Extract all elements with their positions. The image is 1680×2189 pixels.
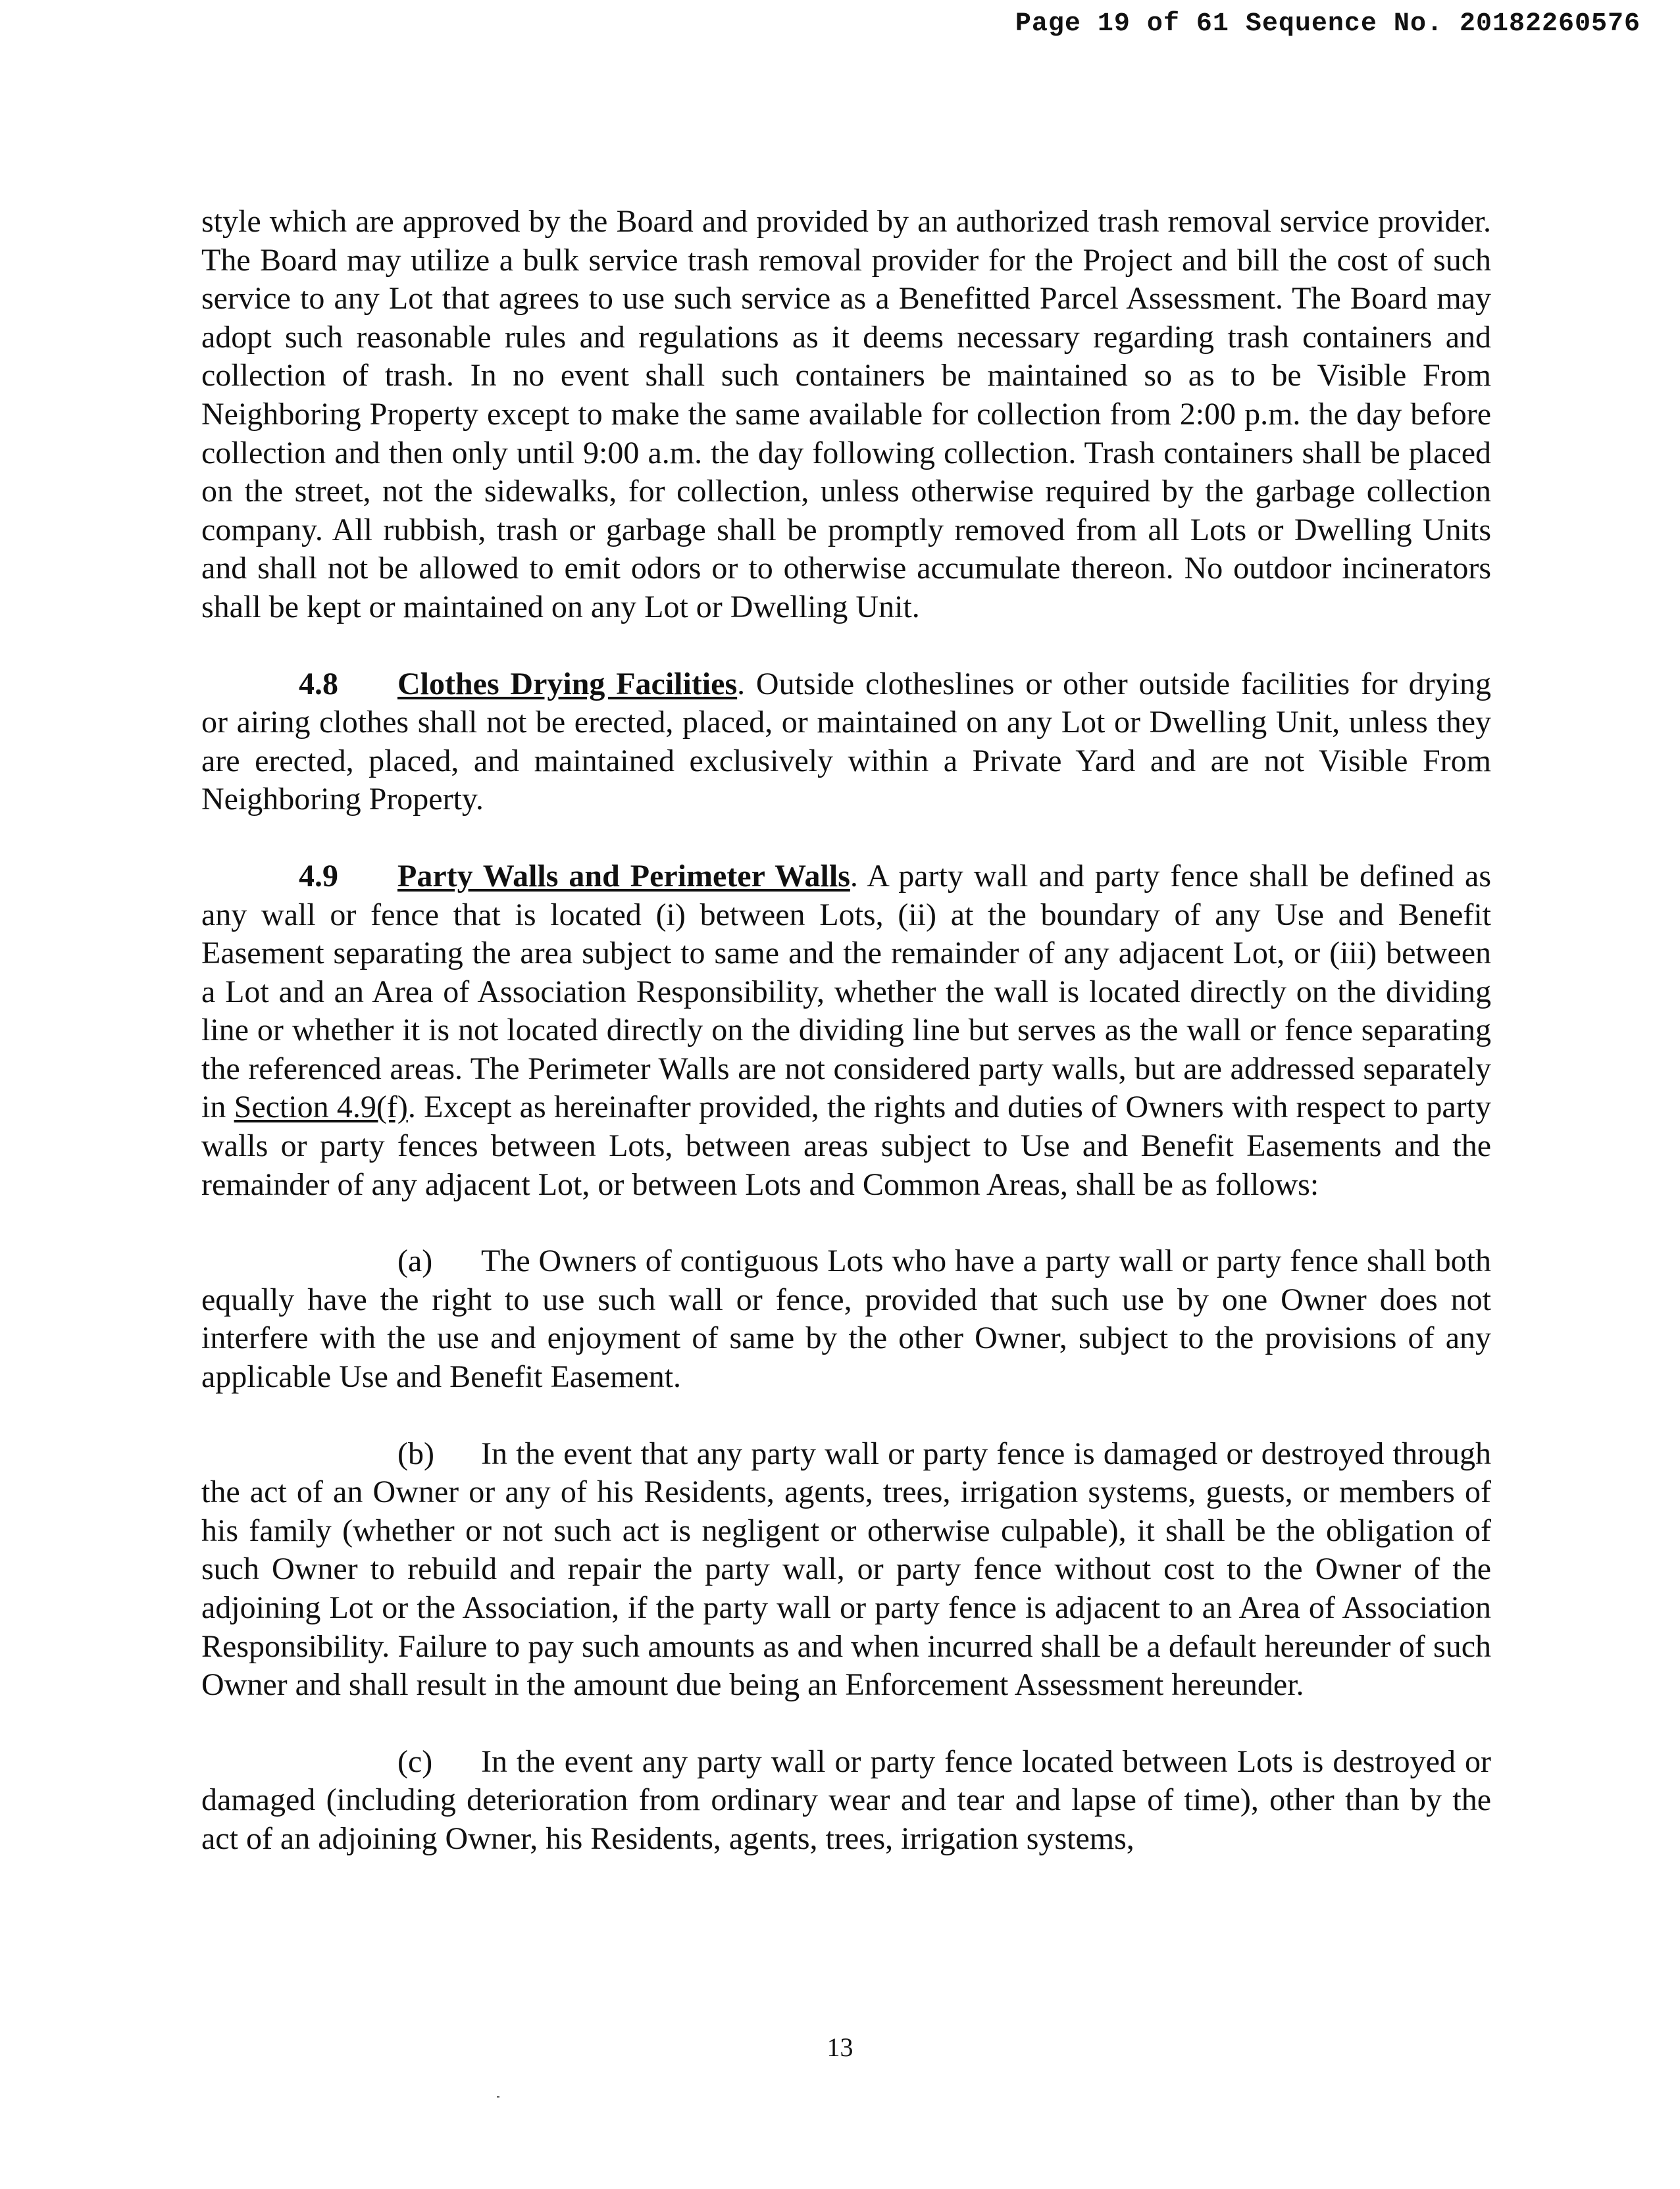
subsection-text: The Owners of contiguous Lots who have a party wall or party fence shall both equally have the right to use such wall or fence, provided that such use by one Owner does not interfere with the use and enjoyment of same by the other Owner, subject to the provisions of any applicable Use and Benefit Easement. <box>201 1244 1491 1395</box>
document-body <box>201 203 1491 1859</box>
section-text: A party wall and party fence shall be defined as any wall or fence that is located (i) between Lots, (ii) at the boundary of any Use and Benefit Easement separating the area subject to same and the remainder of any adjacent Lot, or (iii) between a Lot and an Area of Association Responsibility, whether the wall is located directly on the dividing line or whether it is not located directly on the dividing line but serves as the wall or fence separating the referenced areas. The Perimeter Walls are not considered party walls, but are addressed separately in <box>201 858 1491 1125</box>
section-4-8 <box>201 665 1491 819</box>
page-sequence-header: Page 19 of 61 Sequence No. 20182260576 <box>1015 9 1641 39</box>
page-number: 13 <box>827 2032 853 2062</box>
section-text-continued: . Except as hereinafter provided, the rights and duties of Owners with respect to party walls or party fences between Lots, between areas subject to Use and Benefit Easements and the remainder of any adjacent Lot, or between Lots and Common Areas, shall be as follows: <box>201 1090 1491 1202</box>
section-title: Clothes Drying Facilities <box>397 666 738 701</box>
subsection-b <box>201 1435 1491 1705</box>
subsection-text: In the event any party wall or party fence located between Lots is destroyed or damaged (including deterioration from ordinary wear and tear and lapse of time), other than by the act of an adjoining Owner, his Residents, agents, trees, irrigation systems, <box>201 1744 1491 1856</box>
section-text: Outside clotheslines or other outside facilities for drying or airing clothes shall not be erected, placed, or maintained on any Lot or Dwelling Unit, unless they are erected, placed, and maintained exclusively within a Private Yard and are not Visible From Neighboring Property. <box>201 666 1492 817</box>
subsection-a <box>201 1242 1491 1396</box>
section-cross-reference: Section 4.9(f) <box>234 1090 408 1125</box>
intro-paragraph: style which are approved by the Board and provided by an authorized trash removal service provider. The Board may utilize a bulk service trash removal provider for the Project and bill the cost of such service to any Lot that agrees to use such service as a Benefitted Parcel Assessment. The Board may adopt such reasonable rules and regulations as it deems necessary regarding trash containers and collection of trash. In no event shall such containers be maintained so as to be Visible From Neighboring Property except to make the same available for collection from 2:00 p.m. the day before collection and then only until 9:00 a.m. the day following collection. Trash containers shall be placed on the street, not the sidewalks, for collection, unless otherwise required by the garbage collection company. All rubbish, trash or garbage shall be promptly removed from all Lots or Dwelling Units and shall not be allowed to emit odors or to otherwise accumulate thereon. No outdoor incinerators shall be kept or maintained on any Lot or Dwelling Unit. <box>201 204 1491 624</box>
section-number: 4.8 <box>299 666 338 701</box>
section-title: Party Walls and Perimeter Walls <box>397 858 850 893</box>
section-4-9 <box>201 857 1491 1204</box>
subsection-text: In the event that any party wall or party fence is damaged or destroyed through the act of an Owner or any of his Residents, agents, trees, irrigation systems, guests, or members of his family (whether or not such act is negligent or otherwise culpable), it shall be the obligation of such Owner to rebuild and repair the party wall, or party fence without cost to the Owner of the adjoining Lot or the Association, if the party wall or party fence is adjacent to an Area of Association Responsibility. Failure to pay such amounts as and when incurred shall be a default hereunder of such Owner and shall result in the amount due being an Enforcement Assessment hereunder. <box>201 1436 1491 1703</box>
section-title-period: . <box>850 858 858 893</box>
subsection-label: (a) <box>397 1244 433 1279</box>
section-title-period: . <box>737 666 746 701</box>
section-number: 4.9 <box>299 858 338 893</box>
subsection-label: (c) <box>397 1744 433 1779</box>
scan-speck <box>497 2096 499 2098</box>
subsection-label: (b) <box>397 1436 434 1471</box>
subsection-c <box>201 1743 1491 1859</box>
